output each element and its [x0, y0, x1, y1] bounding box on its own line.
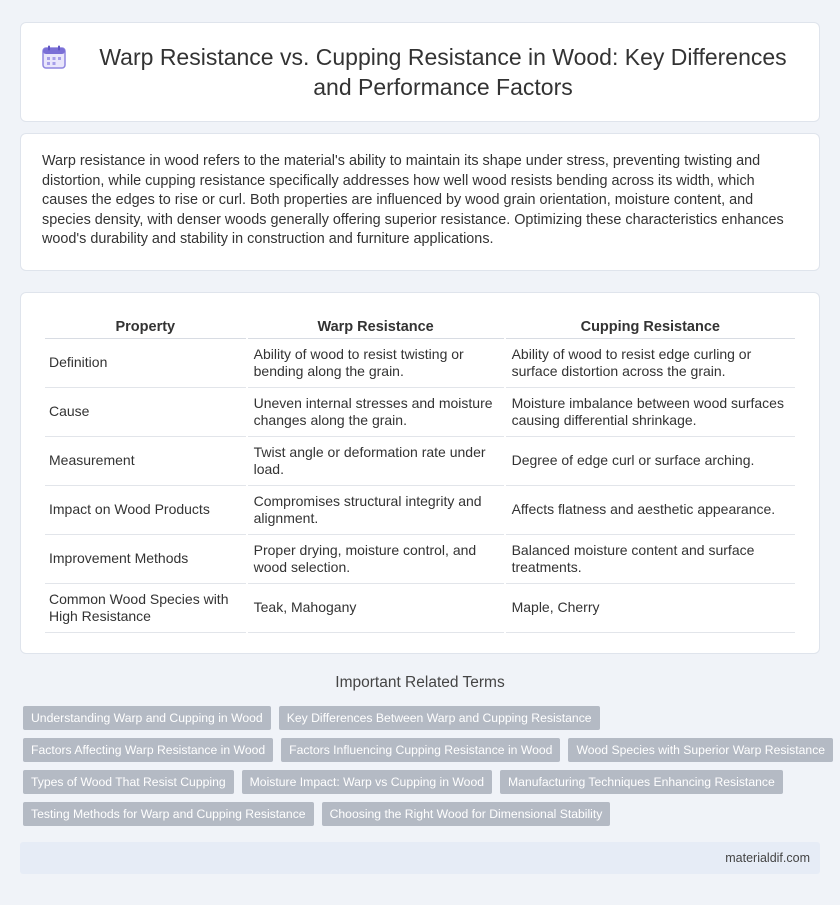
related-term-link[interactable]: Types of Wood That Resist Cupping: [23, 770, 234, 794]
table-row: [45, 388, 795, 437]
intro-paragraph: Warp resistance in wood refers to the material's ability to maintain its shape under stress, preventing twisting and distortion, while cupping resistance specifically addresses how well wood resists bending across its width, which causes the edges to rise or curl. Both properties are influenced by wood grain orientation, moisture content, and species density, with denser woods generally offering superior resistance. Optimizing these characteristics enhances wood's durability and stability in construction and furniture applications.: [42, 153, 784, 248]
cell-property: Impact on Wood Products: [45, 486, 246, 535]
cell-warp: Ability of wood to resist twisting or bending along the grain.: [248, 339, 504, 388]
related-terms-list: [23, 706, 826, 834]
cell-property: Common Wood Species with High Resistance: [45, 584, 246, 633]
related-term-link[interactable]: Manufacturing Techniques Enhancing Resistance: [500, 770, 783, 794]
cell-cupping: Ability of wood to resist edge curling or surface distortion across the grain.: [506, 339, 795, 388]
cell-property: Definition: [45, 339, 246, 388]
cell-property: Cause: [45, 388, 246, 437]
cell-cupping: Affects flatness and aesthetic appearance.: [506, 486, 795, 535]
tag-row: [23, 802, 823, 826]
cell-warp: Proper drying, moisture control, and wood selection.: [248, 535, 504, 584]
comparison-table-card: [20, 292, 820, 654]
cell-property: Measurement: [45, 437, 246, 486]
page-title: Warp Resistance vs. Cupping Resistance in Wood: Key Differences and Performance Factors: [99, 44, 787, 100]
tag-row: [23, 706, 823, 730]
related-term-link[interactable]: Factors Affecting Warp Resistance in Wood: [23, 738, 273, 762]
table-row: [45, 437, 795, 486]
cell-cupping: Moisture imbalance between wood surfaces causing differential shrinkage.: [506, 388, 795, 437]
related-term-link[interactable]: Wood Species with Superior Warp Resistance: [568, 738, 833, 762]
related-term-link[interactable]: Moisture Impact: Warp vs Cupping in Wood: [242, 770, 492, 794]
intro-card: [20, 133, 820, 271]
cell-warp: Teak, Mahogany: [248, 584, 504, 633]
tag-row: [23, 770, 823, 794]
table-row: [45, 535, 795, 584]
cell-warp: Compromises structural integrity and alignment.: [248, 486, 504, 535]
related-term-link[interactable]: Understanding Warp and Cupping in Wood: [23, 706, 271, 730]
related-term-link[interactable]: Factors Influencing Cupping Resistance in Wood: [281, 738, 560, 762]
related-term-link[interactable]: Testing Methods for Warp and Cupping Resistance: [23, 802, 314, 826]
comparison-table: [43, 311, 797, 633]
related-terms-heading: Important Related Terms: [335, 674, 505, 691]
cell-cupping: Maple, Cherry: [506, 584, 795, 633]
related-term-link[interactable]: Key Differences Between Warp and Cupping Resistance: [279, 706, 600, 730]
table-header-row: [45, 311, 795, 339]
title-card: [20, 22, 820, 122]
header-warp-resistance: Warp Resistance: [248, 311, 504, 339]
footer: [20, 842, 820, 874]
tag-row: [23, 738, 826, 762]
cell-cupping: Balanced moisture content and surface treatments.: [506, 535, 795, 584]
table-row: [45, 339, 795, 388]
cell-property: Improvement Methods: [45, 535, 246, 584]
cell-cupping: Degree of edge curl or surface arching.: [506, 437, 795, 486]
table-row: [45, 486, 795, 535]
table-row: [45, 584, 795, 633]
cell-warp: Twist angle or deformation rate under load.: [248, 437, 504, 486]
cell-warp: Uneven internal stresses and moisture changes along the grain.: [248, 388, 504, 437]
header-property: Property: [45, 311, 246, 339]
related-term-link[interactable]: Choosing the Right Wood for Dimensional Stability: [322, 802, 611, 826]
calendar-icon: [41, 44, 67, 70]
header-cupping-resistance: Cupping Resistance: [506, 311, 795, 339]
footer-site-link[interactable]: materialdif.com: [725, 851, 810, 865]
